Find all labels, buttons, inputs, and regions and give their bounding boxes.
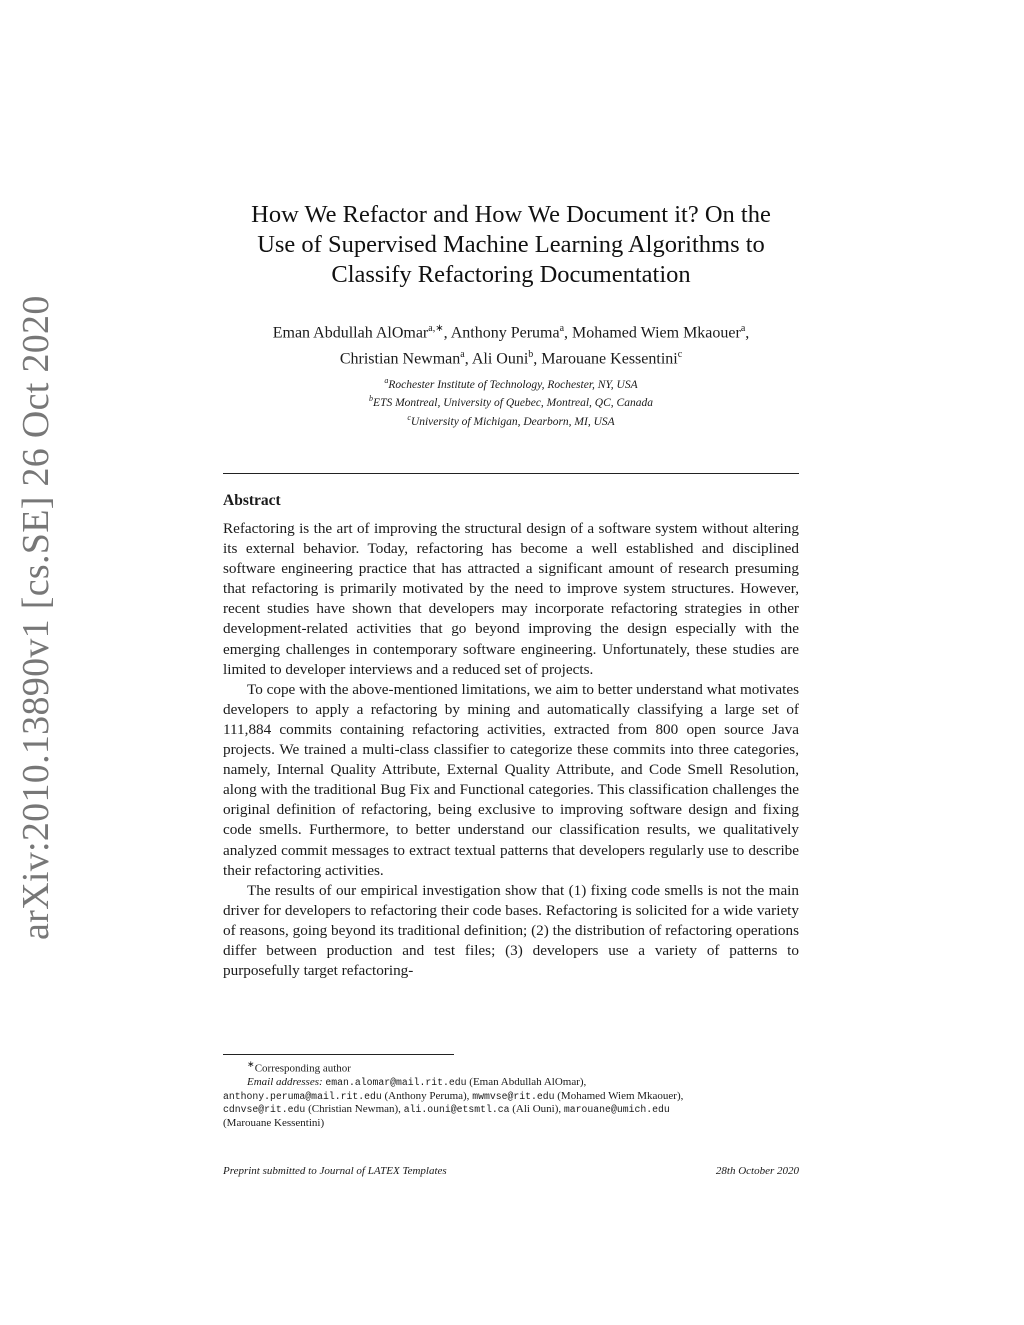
footnote-marker: ∗: [247, 1059, 255, 1069]
author-line-2: Christian Newman$^a$, Ali Ouni$^b$, Marouane Kessentini$^c$: [339, 349, 683, 368]
author-name: Marouane Kessentini: [541, 350, 678, 368]
footnote-corresponding: [223, 1058, 799, 1076]
abstract-paragraph-1: Refactoring is the art of improving the structural design of a software system without altering its external behavior. Today, refactoring has become a well established and disciplined software engineering practice that has attracted a significant amount of research presuming that refactoring is primarily motivated by the need to improve system structures. However, recent studies have shown that developers may incorporate refactoring strategies in other development-related activities that go beyond improving the design especially with the emerging challenges in contemporary software engineering. Unfortunately, these studies are limited to developer interviews and a reduced set of projects.: [223, 520, 799, 678]
author-name: Anthony Peruma: [450, 324, 560, 342]
author-sup: a: [460, 349, 465, 361]
author-sup: c: [677, 349, 683, 361]
footnote-emails-line-3: [223, 1103, 799, 1117]
email-link[interactable]: anthony.peruma@mail.rit.edu: [223, 1090, 382, 1102]
email-owner: (Marouane Kessentini): [223, 1116, 325, 1129]
footnote: [223, 1058, 799, 1130]
footnote-corresponding-text: Corresponding author: [254, 1062, 351, 1075]
author-line-1: Eman Abdullah AlOmar$^{a,∗}$, Anthony Peruma$^a$, Mohamed Wiem Mkaouer$^a$,: [272, 323, 750, 342]
paper-title: [200, 200, 822, 290]
email-label: Email addresses:: [247, 1076, 323, 1089]
affiliation: [200, 411, 822, 429]
email-owner: (Ali Ouni),: [512, 1103, 562, 1116]
footnote-emails-line-1: [223, 1076, 799, 1090]
affiliation: [200, 392, 822, 410]
author-name: Mohamed Wiem Mkaouer: [572, 324, 741, 342]
footnote-emails-line-4: [223, 1117, 799, 1131]
author-sup: b: [528, 349, 534, 361]
author-sup: a,∗: [428, 323, 444, 334]
author-name: Christian Newman: [339, 350, 461, 368]
affiliation-sup: b: [369, 394, 374, 404]
title-line-3: Classify Refactoring Documentation: [331, 261, 691, 288]
abstract-body: [223, 519, 799, 981]
abstract-top-rule: [223, 473, 799, 474]
affiliation-sup: a: [384, 376, 389, 385]
email-owner: (Mohamed Wiem Mkaouer),: [557, 1089, 684, 1102]
title-line-1: How We Refactor and How We Document it? On the: [251, 201, 771, 228]
author-name: Ali Ouni: [471, 350, 529, 368]
email-link[interactable]: cdnvse@rit.edu: [223, 1104, 306, 1116]
author-sup: a: [559, 323, 565, 334]
author-name: Eman Abdullah AlOmar: [272, 324, 429, 342]
author-list: [200, 318, 822, 371]
footnote-emails-line-2: [223, 1090, 799, 1104]
affiliation-text: Rochester Institute of Technology, Rochester, NY, USA: [388, 378, 638, 391]
affiliation: [200, 374, 822, 392]
author-sup: a: [740, 323, 746, 334]
abstract-heading: Abstract: [223, 492, 281, 509]
abstract-paragraph-2: To cope with the above-mentioned limitations, we aim to better understand what motivates developers to apply a refactoring by mining and automatically classifying a large set of 111,884 commits containing refactoring activities, extracted from 800 open source Java projects. We trained a multi-class classifier to categorize these commits into three categories, namely, Internal Quality Attribute, External Quality Attribute, and Code Smell Resolution, along with the traditional Bug Fix and Functional categories. This classification challenges the original definition of refactoring, being exclusive to improving software design and fixing code smells. Furthermore, to better understand our classification results, we qualitatively analyzed commit messages to extract textual patterns that developers regularly use to describe their refactoring activities.: [223, 680, 799, 879]
abstract-paragraph-3: The results of our empirical investigation show that (1) fixing code smells is not the main driver for developers to refactoring their code bases. Refactoring is solicited for a wide variety of reasons, going beyond its traditional definition; (2) the distribution of refactoring operations differ between production and test files; (3) developers use a variety of patterns to purposefully target refactoring-: [223, 881, 799, 980]
affiliation-text: ETS Montreal, University of Quebec, Montreal, QC, Canada: [373, 397, 653, 410]
affiliation-list: [200, 374, 822, 429]
email-owner: (Christian Newman),: [308, 1103, 401, 1116]
title-line-2: Use of Supervised Machine Learning Algorithms to: [257, 231, 765, 258]
email-link[interactable]: marouane@umich.edu: [563, 1104, 670, 1116]
footnote-rule: [223, 1054, 454, 1055]
footer-preprint-note: Preprint submitted to Journal of LATEX Templates: [223, 1165, 447, 1177]
affiliation-text: University of Michigan, Dearborn, MI, USA: [410, 415, 615, 428]
affiliation-sup: c: [407, 412, 411, 422]
arxiv-stamp: arXiv:2010.13890v1 [cs.SE] 26 Oct 2020: [15, 295, 57, 940]
email-link[interactable]: mwmvse@rit.edu: [472, 1090, 555, 1102]
email-owner: (Eman Abdullah AlOmar),: [469, 1076, 587, 1089]
email-link[interactable]: eman.alomar@mail.rit.edu: [325, 1077, 467, 1089]
email-link[interactable]: ali.ouni@etsmtl.ca: [403, 1104, 510, 1116]
footer-date: 28th October 2020: [715, 1165, 799, 1177]
email-owner: (Anthony Peruma),: [384, 1089, 470, 1102]
